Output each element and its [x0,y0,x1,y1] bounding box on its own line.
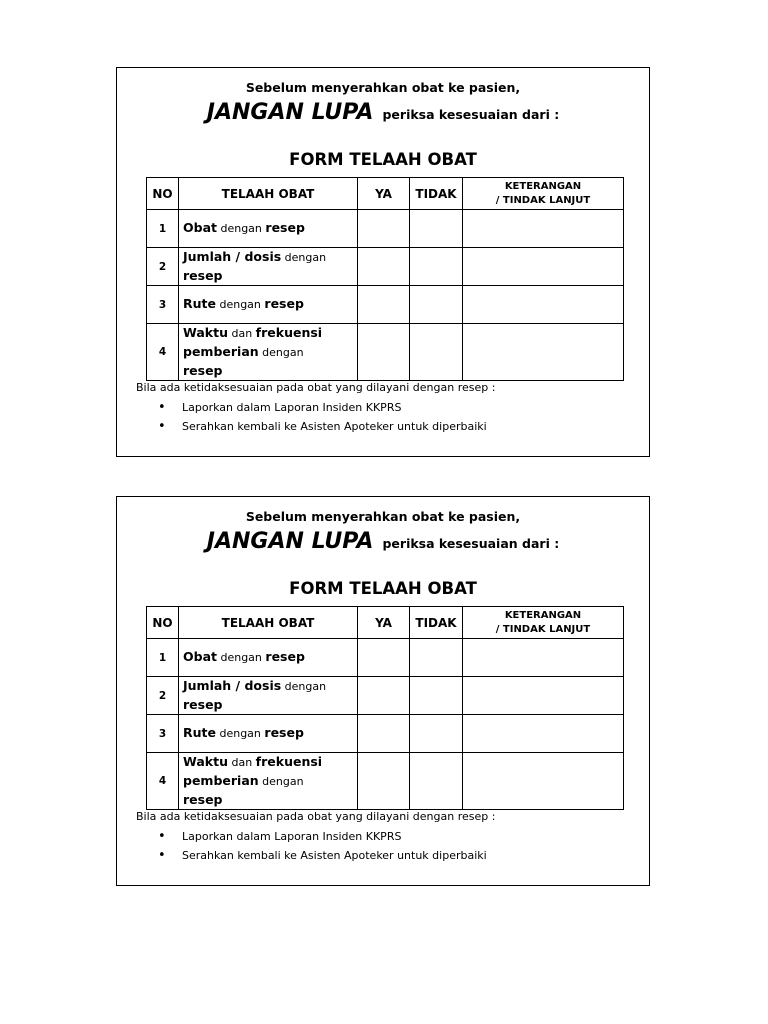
list-item: • Laporkan dalam Laporan Insiden KKPRS [158,400,402,415]
tidak-cell[interactable] [410,210,463,248]
form-title: FORM TELAAH OBAT [289,150,477,169]
table-header-row [147,178,624,210]
row-number: 2 [147,677,179,715]
table-row [147,753,624,810]
row-description: Obat dengan resep [179,210,358,248]
row-description: Waktu dan frekuensi pemberian dengan resep [179,324,358,381]
ket-line-2: / TINDAK LANJUT [495,194,591,206]
tidak-cell[interactable] [410,715,463,753]
col-header-tidak: TIDAK [410,607,463,639]
card-emphasis-line [117,529,649,554]
ya-cell[interactable] [358,286,410,324]
col-header-keterangan [463,178,624,210]
bullet-icon: • [158,400,166,415]
bullet-list [158,398,487,436]
form-card-1 [116,67,650,457]
emphasis-text: JANGAN LUPA [206,529,374,554]
emphasis-text: JANGAN LUPA [206,100,374,125]
ket-line-1: KETERANGAN [504,609,582,621]
col-header-telaah: TELAAH OBAT [179,607,358,639]
keterangan-cell[interactable] [463,210,624,248]
row-number: 3 [147,286,179,324]
form-card-2 [116,496,650,886]
keterangan-cell[interactable] [463,677,624,715]
table-row [147,715,624,753]
tidak-cell[interactable] [410,286,463,324]
table-row [147,677,624,715]
emphasis-suffix: periksa kesesuaian dari : [382,107,560,122]
bullet-list [158,827,487,865]
list-item: • Laporkan dalam Laporan Insiden KKPRS [158,829,402,844]
row-number: 1 [147,639,179,677]
tidak-cell[interactable] [410,753,463,810]
ya-cell[interactable] [358,715,410,753]
keterangan-cell[interactable] [463,753,624,810]
ya-cell[interactable] [358,639,410,677]
card-header-line: Sebelum menyerahkan obat ke pasien, [245,509,521,524]
note-text: Bila ada ketidaksesuaian pada obat yang dilayani dengan resep : [136,810,496,823]
card-header-line: Sebelum menyerahkan obat ke pasien, [245,80,521,95]
row-description: Obat dengan resep [179,639,358,677]
table-row [147,639,624,677]
row-number: 4 [147,324,179,381]
table-row [147,324,624,381]
ya-cell[interactable] [358,677,410,715]
ket-line-2: / TINDAK LANJUT [495,623,591,635]
row-description: Jumlah / dosis dengan resep [179,677,358,715]
row-number: 2 [147,248,179,286]
row-description: Jumlah / dosis dengan resep [179,248,358,286]
bullet-icon: • [158,829,166,844]
col-header-no: NO [147,178,179,210]
tidak-cell[interactable] [410,639,463,677]
keterangan-cell[interactable] [463,286,624,324]
card-emphasis-line [117,100,649,125]
telaah-table [146,606,624,810]
ya-cell[interactable] [358,753,410,810]
bullet-icon: • [158,419,166,434]
ya-cell[interactable] [358,324,410,381]
ya-cell[interactable] [358,248,410,286]
ya-cell[interactable] [358,210,410,248]
row-number: 1 [147,210,179,248]
emphasis-suffix: periksa kesesuaian dari : [382,536,560,551]
tidak-cell[interactable] [410,324,463,381]
tidak-cell[interactable] [410,677,463,715]
table-row [147,286,624,324]
row-number: 4 [147,753,179,810]
note-text: Bila ada ketidaksesuaian pada obat yang dilayani dengan resep : [136,381,496,394]
row-description: Waktu dan frekuensi pemberian dengan resep [179,753,358,810]
table-header-row [147,607,624,639]
col-header-no: NO [147,607,179,639]
row-description: Rute dengan resep [179,286,358,324]
keterangan-cell[interactable] [463,639,624,677]
list-item: • Serahkan kembali ke Asisten Apoteker untuk diperbaiki [158,848,487,863]
telaah-table [146,177,624,381]
form-title: FORM TELAAH OBAT [289,579,477,598]
list-item: • Serahkan kembali ke Asisten Apoteker untuk diperbaiki [158,419,487,434]
col-header-ya: YA [358,178,410,210]
table-row [147,210,624,248]
col-header-tidak: TIDAK [410,178,463,210]
keterangan-cell[interactable] [463,715,624,753]
row-number: 3 [147,715,179,753]
keterangan-cell[interactable] [463,248,624,286]
keterangan-cell[interactable] [463,324,624,381]
col-header-keterangan [463,607,624,639]
bullet-icon: • [158,848,166,863]
tidak-cell[interactable] [410,248,463,286]
table-row [147,248,624,286]
col-header-ya: YA [358,607,410,639]
ket-line-1: KETERANGAN [504,180,582,192]
row-description: Rute dengan resep [179,715,358,753]
col-header-telaah: TELAAH OBAT [179,178,358,210]
